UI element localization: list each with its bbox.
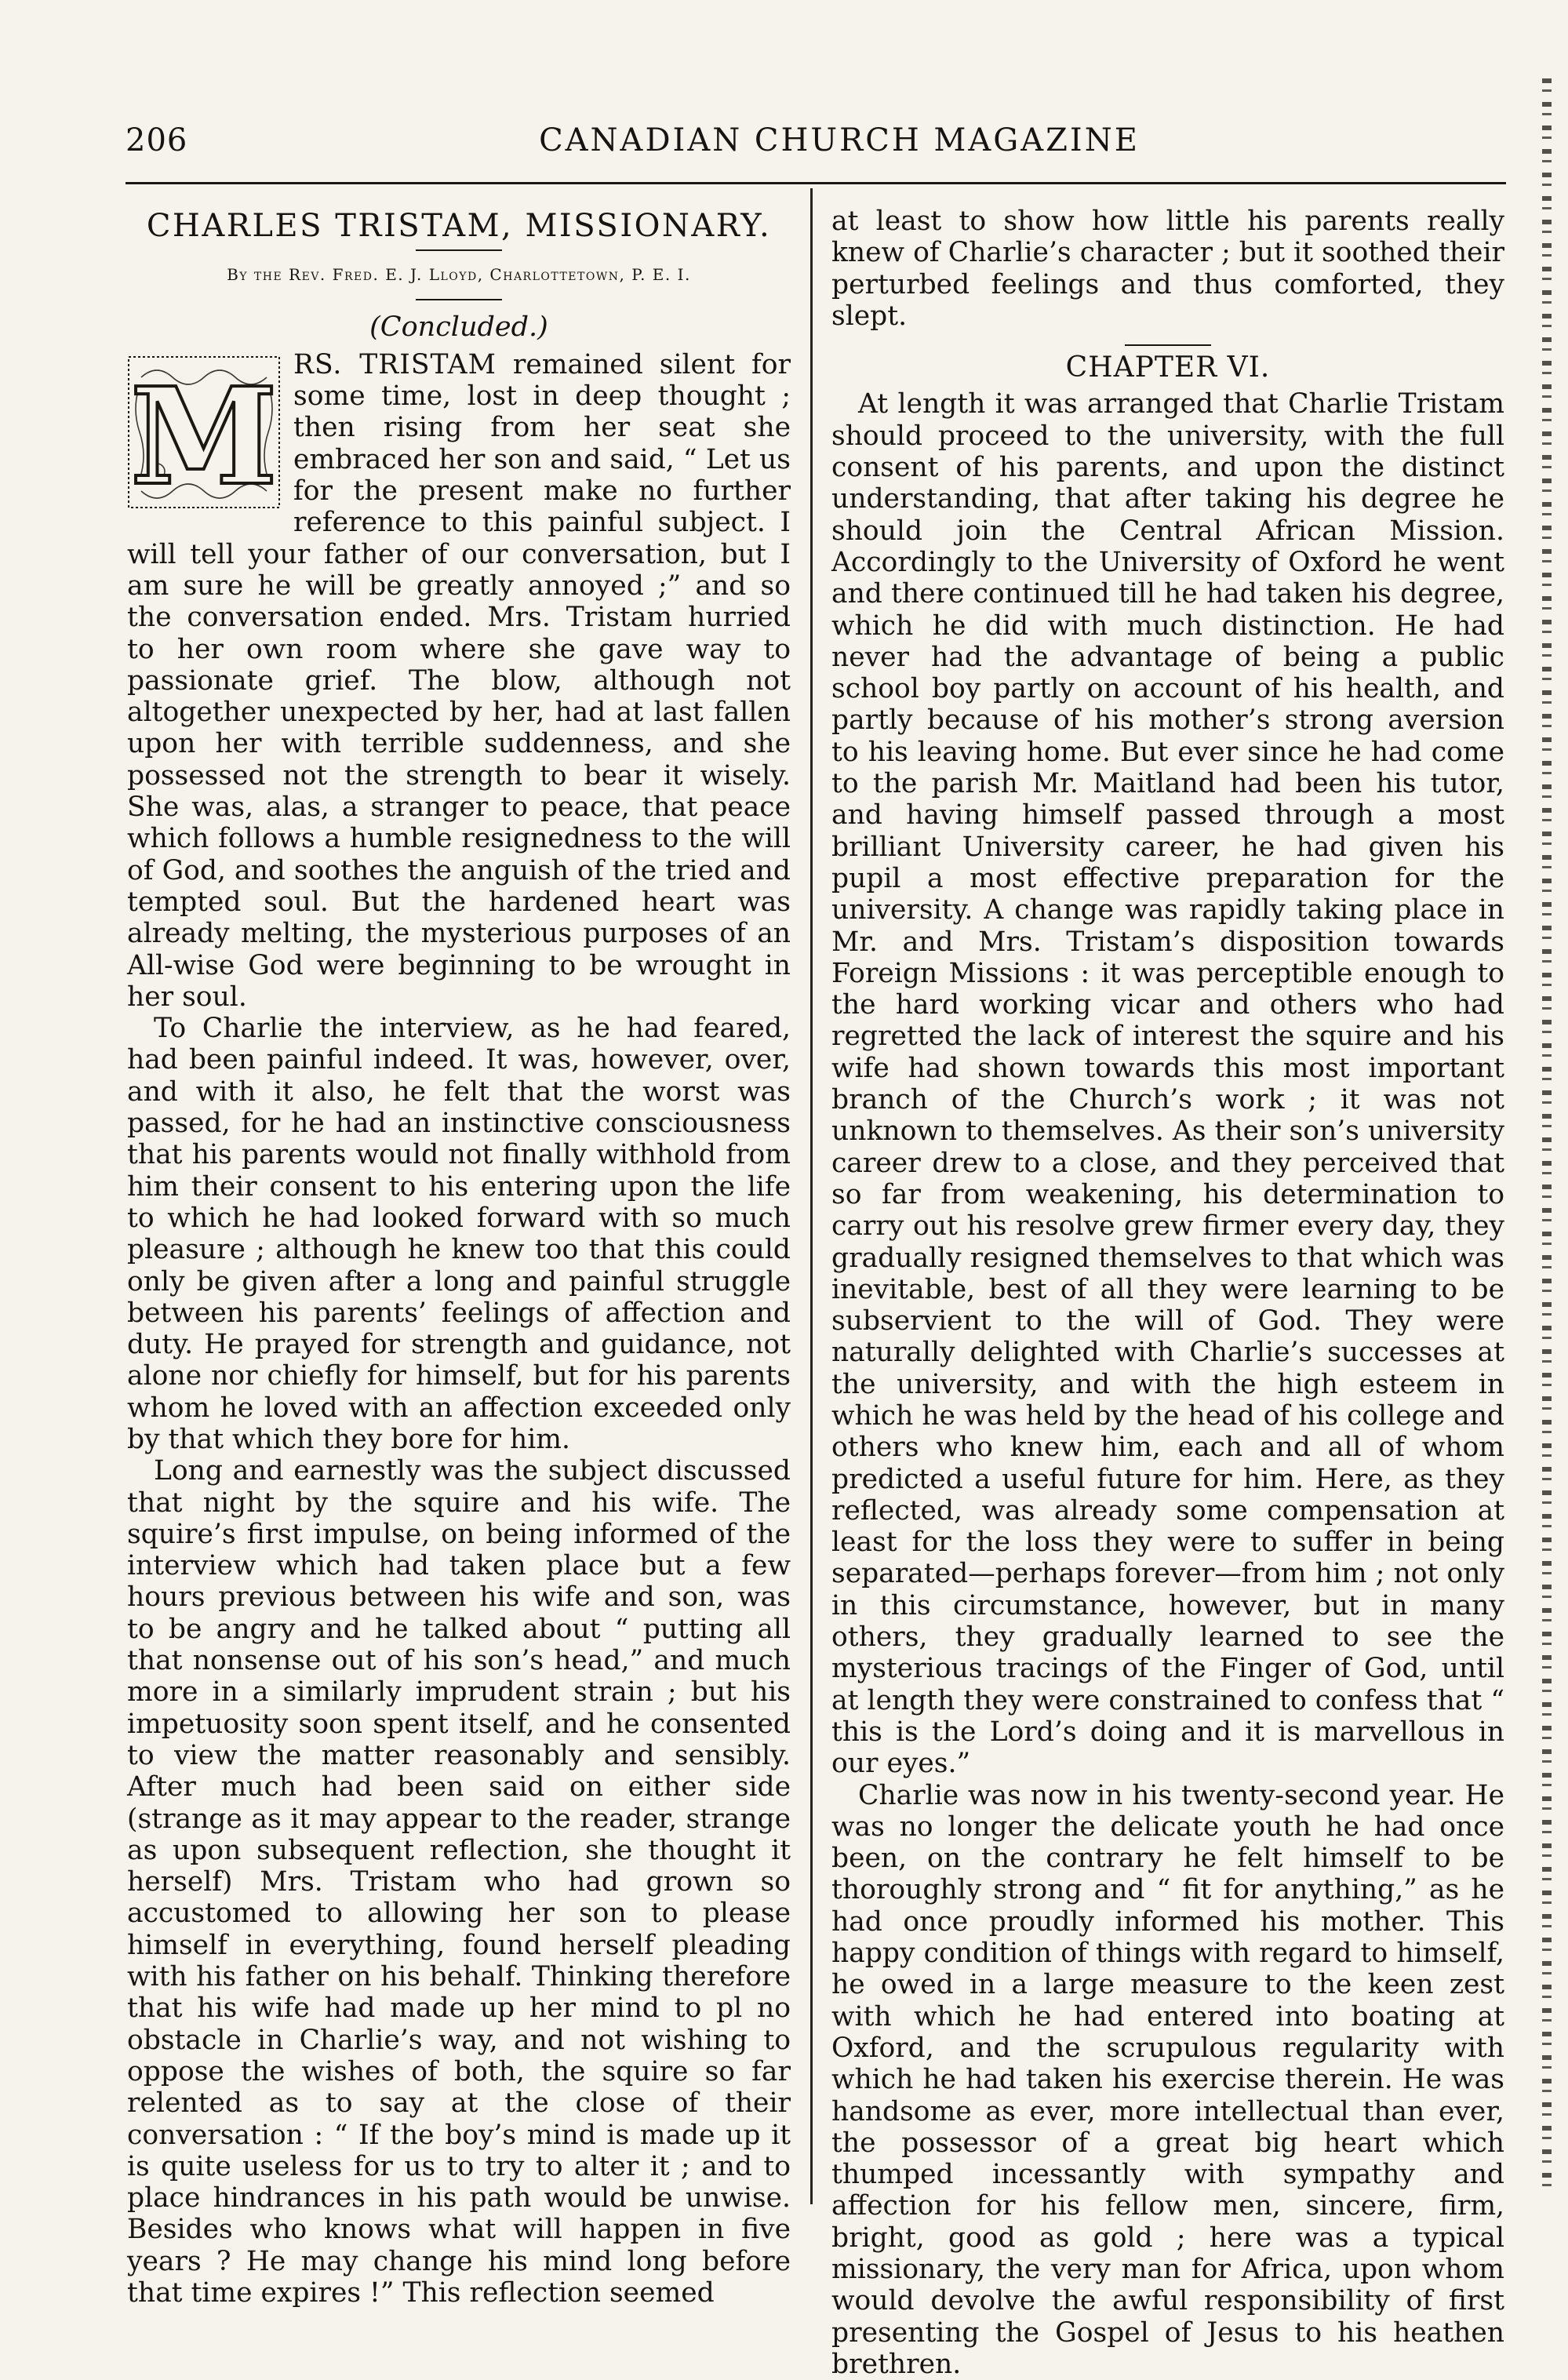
paragraph-text: remained silent for some time, lost in deep thought ; then rising from her seat she embraced her son and said, “ Let us for the present make no further reference to this painful subject. I will tell your father of our conversation, but I am sure he will be greatly annoyed ;” and so the conversation ended. Mrs. Tristam hurried to her own room where she gave way to passionate grief. The blow, although not altogether unexpected by her, had at last fallen upon her with terrible suddenness, and she possessed not the strength to bear it wisely. She was, alas, a stranger to peace, that peace which follows a humble resignedness to the will of God, and soothes the anguish of the tried and tempted soul. But the hardened heart was already melting, the mysterious purposes of an All-wise God were beginning to be wrought in her soul.: [127, 348, 791, 1013]
running-title: CANADIAN CHURCH MAGAZINE: [539, 122, 1140, 158]
article-title: CHARLES TRISTAM, MISSIONARY.: [146, 208, 772, 244]
dropcap-letter: M: [129, 358, 278, 511]
chapter-rule: [1125, 344, 1211, 346]
title-rule: [416, 249, 502, 251]
ornamental-dropcap-icon: [126, 354, 282, 511]
binding-edge: [1542, 78, 1552, 2196]
right-column: [831, 206, 1504, 2380]
paragraph: To Charlie the interview, as he had feared, had been painful indeed. It was, however, over, and with it also, he felt that the worst was passed, for he had an instinctive consciousness that his parents would not finally withhold from him their consent to his entering upon the life to which he had looked forward with so much pleasure ; although he knew too that this could only be given after a long and painful struggle between his parents’ feelings of affection and duty. He prayed for strength and guidance, not alone nor chiefly for himself, but for his parents whom he loved with an affection exceeded only by that which they bore for him.: [127, 1013, 791, 1455]
left-column: [127, 206, 791, 2309]
header-rule: [126, 182, 1506, 184]
article-byline: By the Rev. Fred. E. J. Lloyd, Charlottetown, P. E. I.: [227, 265, 691, 285]
chapter-heading: CHAPTER VI.: [1065, 351, 1271, 384]
opening-caps: RS. TRISTAM: [293, 348, 497, 380]
byline-rule: [416, 299, 502, 300]
paragraph: Charlie was now in his twenty-second year. He was no longer the delicate youth he had once been, on the contrary he felt himself to be thoroughly strong and “ fit for anything,” as he had once proudly informed his mother. This happy condition of things with regard to himself, he owed in a large measure to the keen zest with which he had entered into boating at Oxford, and the scrupulous regularity with which he had taken his exercise therein. He was handsome as ever, more intellectual than ever, the possessor of a great big heart which thumped incessantly with sympathy and affection for his fellow men, sincere, firm, bright, good as gold ; here was a typical missionary, the very man for Africa, upon whom would devolve the awful responsibility of first presenting the Gospel of Jesus to his heathen brethren.: [831, 1779, 1504, 2380]
paragraph: Long and earnestly was the subject discussed that night by the squire and his wife. The squire’s first impulse, on being informed of the interview which had taken place but a few hours previous between his wife and son, was to be angry and he talked about “ putting all that nonsense out of his son’s head,” and much more in a similarly imprudent strain ; but his impetuosity soon spent itself, and he consented to view the matter reasonably and sensibly. After much had been said on either side (strange as it may appear to the reader, strange as upon subsequent reflection, she thought it herself) Mrs. Tristam who had grown so accustomed to allowing her son to please himself in everything, found herself pleading with his father on his behalf. Thinking therefore that his wife had made up her mind to pl no obstacle in Charlie’s way, and not wishing to oppose the wishes of both, the squire so far relented as to say at the close of their conversation : “ If the boy’s mind is made up it is quite useless for us to try to alter it ; and to place hindrances in his path would be unwise. Besides who knows what will happen in five years ? He may change his mind long before that time expires !” This reflection seemed: [127, 1455, 791, 2309]
paragraph-continuation: at least to show how little his parents really knew of Charlie’s character ; but it soothed their perturbed feelings and thus comforted, they slept.: [831, 206, 1504, 332]
paragraph: At length it was arranged that Charlie Tristam should proceed to the university, with the full consent of his parents, and upon the distinct understanding, that after taking his degree he should join the Central African Mission. Accordingly to the University of Oxford he went and there continued till he had taken his degree, which he did with much distinction. He had never had the advantage of being a public school boy partly on account of his health, and partly because of his mother’s strong aversion to his leaving home. But ever since he had come to the parish Mr. Maitland had been his tutor, and having himself passed through a most brilliant University career, he had given his pupil a most effective preparation for the university. A change was rapidly taking place in Mr. and Mrs. Tristam’s disposition towards Foreign Missions : it was perceptible enough to the hard working vicar and others who had regretted the lack of interest the squire and his wife had shown towards this most important branch of the Church’s work ; it was not unknown to themselves. As their son’s university career drew to a close, and they perceived that so far from weakening, his determination to carry out his resolve grew firmer every day, they gradually resigned themselves to that which was inevitable, best of all they were learning to be subservient to the will of God. They were naturally delighted with Charlie’s successes at the university, and with the high esteem in which he was held by the head of his college and others who knew him, each and all of whom predicted a useful future for him. Here, as they reflected, was already some compensation at least for the loss they were to suffer in being separated—perhaps forever—from him ; not only in this circumstance, however, but in many others, they gradually learned to see the mysterious tracings of the Finger of God, until at length they were constrained to confess that “ this is the Lord’s doing and it is marvellous in our eyes.”: [831, 388, 1505, 1780]
page-number: 206: [126, 122, 188, 158]
column-divider: [810, 188, 813, 2204]
page-header: [126, 116, 1506, 171]
concluded-note: (Concluded.): [369, 311, 548, 343]
paragraph-opening: [127, 349, 791, 1013]
